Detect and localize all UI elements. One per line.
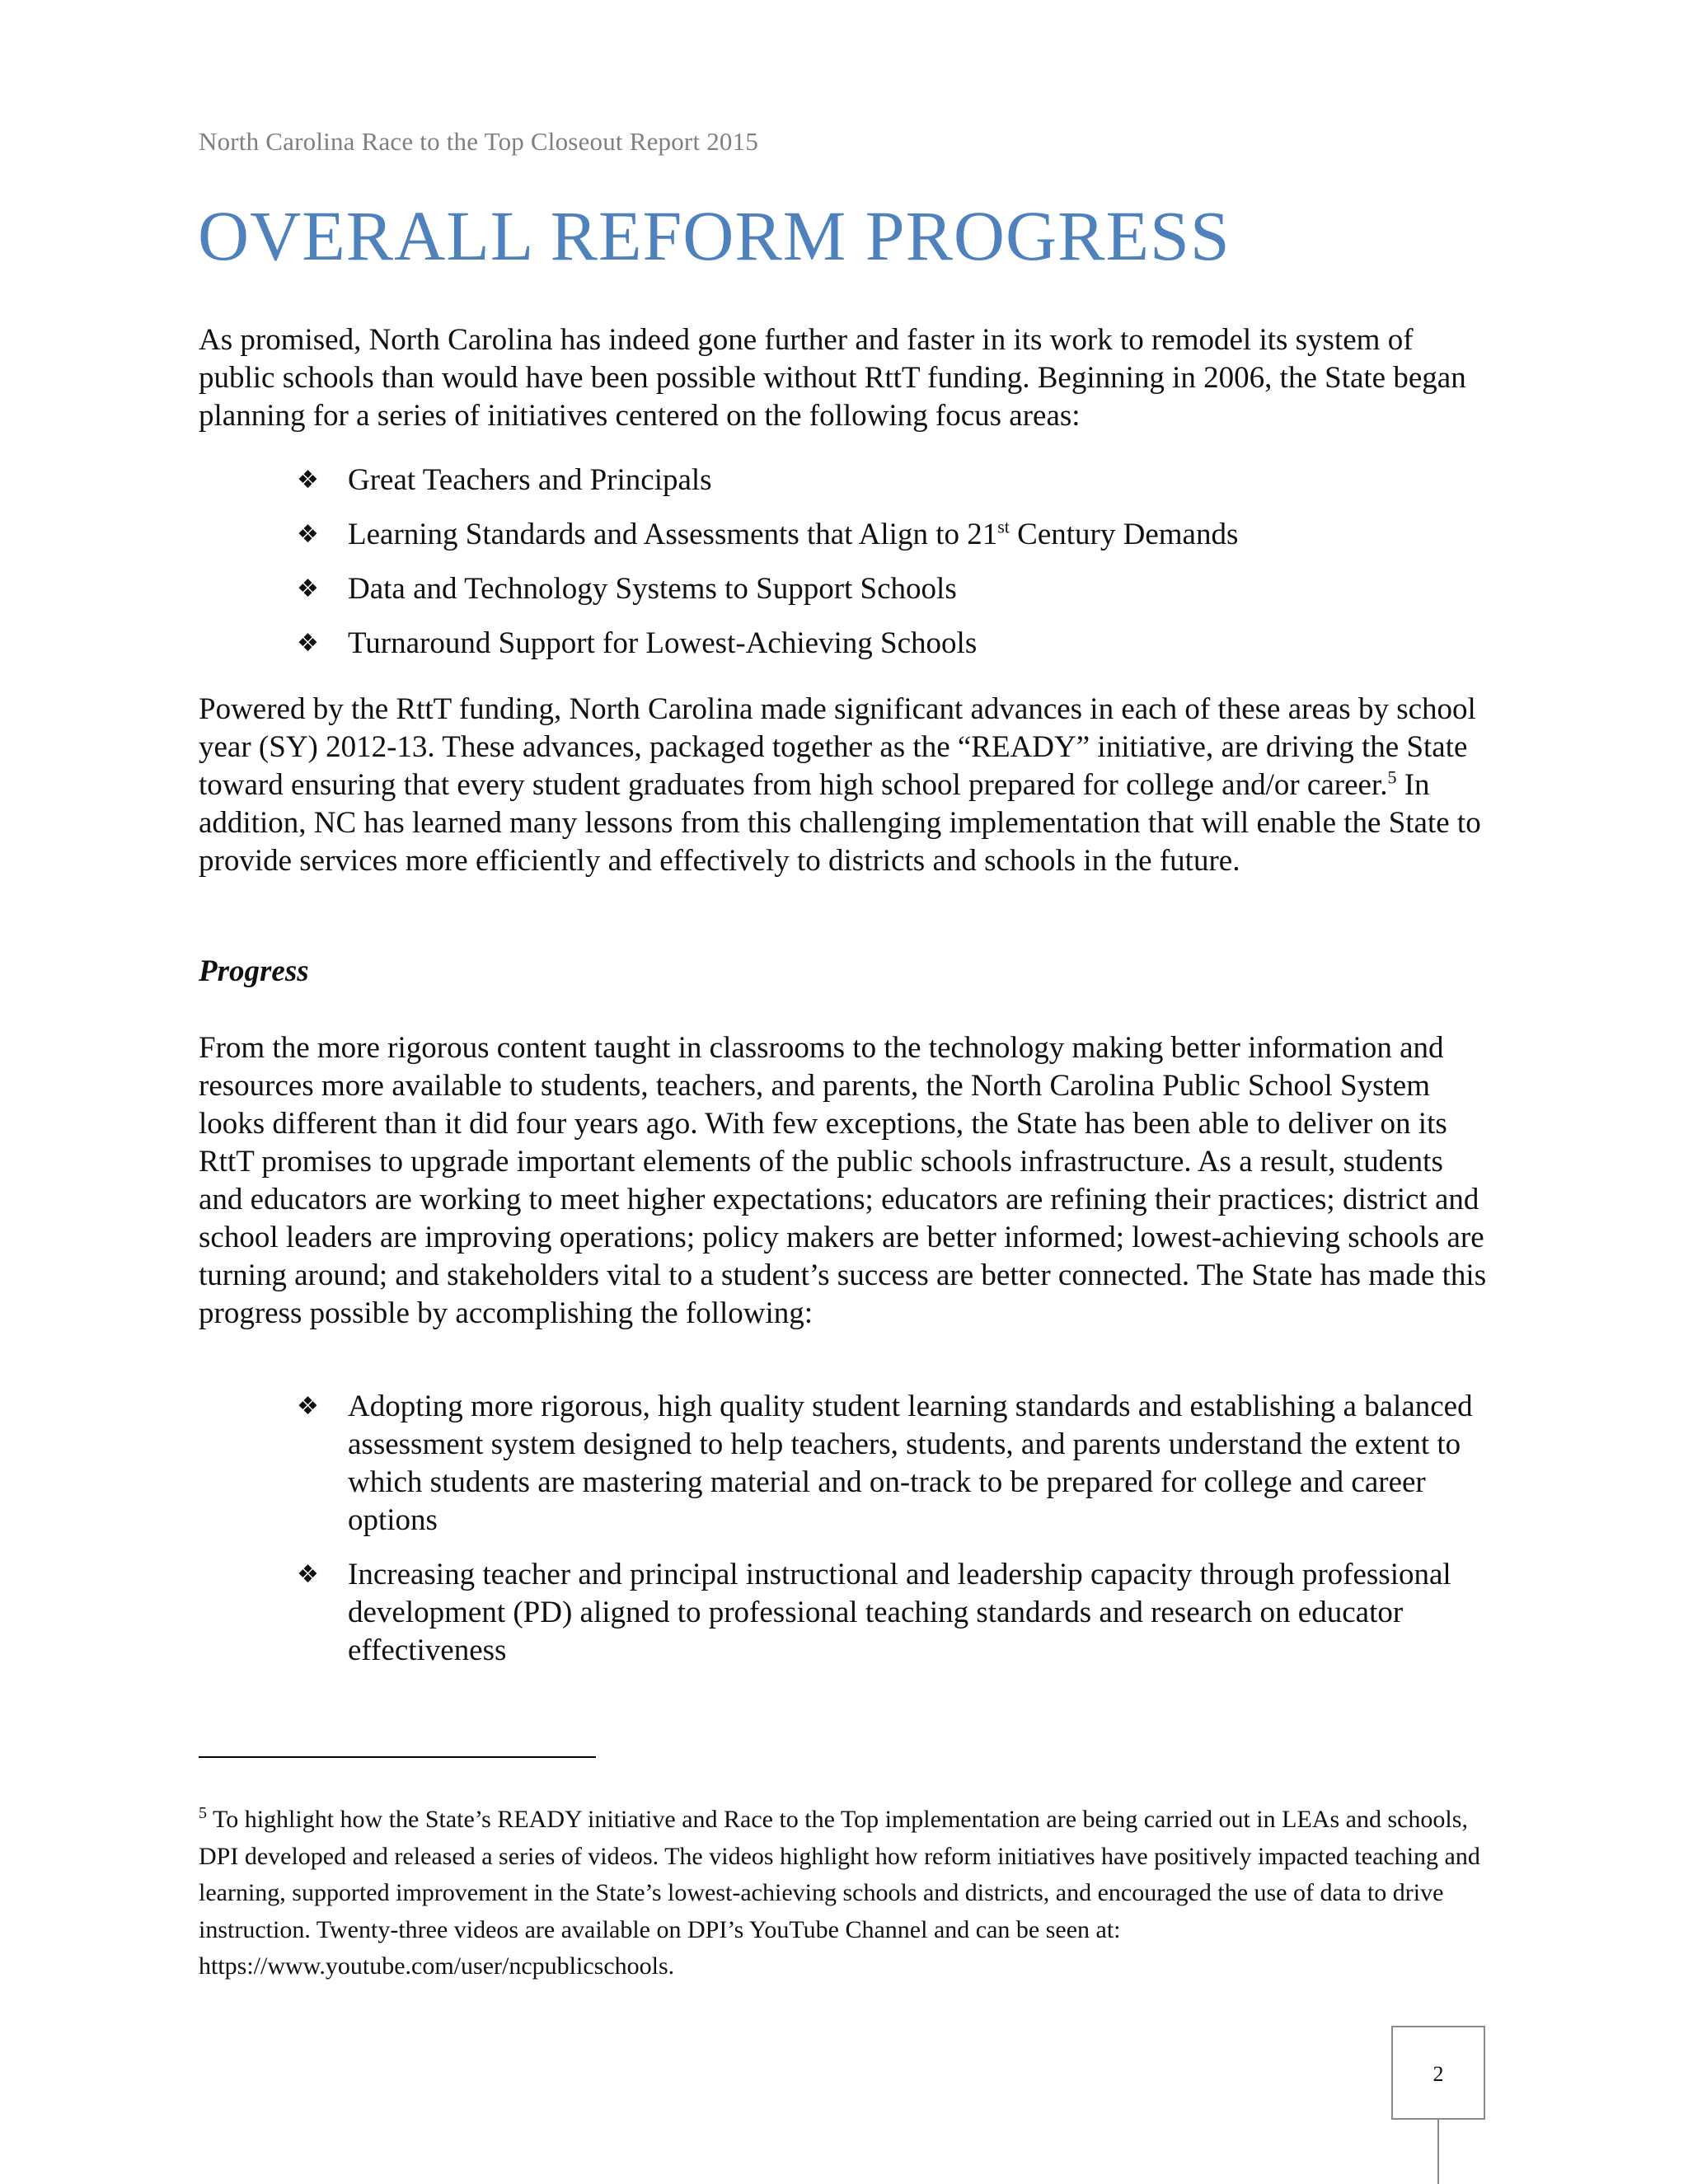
intro-paragraph: As promised, North Carolina has indeed gone further and faster in its work to remodel its system of public schools than would have been possible without RttT funding. Beginning in 2006, the State began planning for a series of initiatives centered on the following focus areas:: [199, 323, 1466, 433]
footnote-separator: [199, 1756, 596, 1758]
focus-areas-list: [297, 462, 1484, 679]
list-item: [297, 625, 1484, 663]
list-item: [297, 570, 1484, 608]
ready-paragraph-text: Powered by the RttT funding, North Carolina made significant advances in each of these areas by school year (SY) 2012-13. These advances, packaged together as the “READY” initiative, are driving the State toward ensuring that every student graduates from high school prepared for college and/or career.: [199, 692, 1476, 802]
page-title: OVERALL REFORM PROGRESS: [198, 196, 1231, 275]
diamond-bullet-icon: ❖: [297, 520, 319, 549]
footnote: [199, 1802, 1493, 1985]
footnote-number: 5: [199, 1804, 207, 1822]
progress-paragraph: From the more rigorous content taught in classrooms to the technology making better information and resources more available to students, teachers, and parents, the North Carolina Public School System looks different than it did four years ago. With few exceptions, the State has been able to deliver on its RttT promises to upgrade important elements of the public schools infrastructure. As a result, students and educators are working to meet higher expectations; educators are refining their practices; district and school leaders are improving operations; policy makers are better informed; lowest-achieving schools are turning around; and stakeholders vital to a student’s success are better connected. The State has made this progress possible by accomplishing the following:: [199, 1031, 1487, 1330]
list-item: [297, 1556, 1484, 1670]
focus-area-text-cont: Century Demands: [1009, 518, 1239, 551]
footnote-reference[interactable]: 5: [1387, 766, 1397, 788]
ready-paragraph-text-cont: In addition, NC has learned many lessons from this challenging implementation that will enable the State to provide services more efficiently and effectively to districts and schools in the future.: [199, 768, 1481, 878]
page-number-connector: [1437, 2120, 1439, 2184]
diamond-bullet-icon: ❖: [297, 574, 319, 603]
list-item: [297, 1388, 1484, 1540]
diamond-bullet-icon: ❖: [297, 466, 319, 494]
accomplishments-list: [297, 1388, 1484, 1686]
ready-paragraph: [199, 691, 1493, 880]
diamond-bullet-icon: ❖: [297, 629, 319, 658]
diamond-bullet-icon: ❖: [297, 1392, 319, 1421]
accomplishment-text: Increasing teacher and principal instructional and leadership capacity through professional development (PD) aligned to professional teaching standards and research on educator effectiveness: [348, 1558, 1451, 1667]
accomplishment-text: Adopting more rigorous, high quality student learning standards and establishing a balanced assessment system designed to help teachers, students, and parents understand the extent to which students are mastering material and on-track to be prepared for college and career options: [348, 1390, 1473, 1537]
list-item: [297, 462, 1484, 499]
diamond-bullet-icon: ❖: [297, 1560, 319, 1589]
focus-area-text: Turnaround Support for Lowest-Achieving Schools: [348, 626, 978, 660]
section-heading-progress: Progress: [199, 954, 309, 988]
ordinal-superscript: st: [997, 516, 1010, 537]
list-item: [297, 516, 1484, 554]
page-number: 2: [1391, 2026, 1485, 2120]
focus-area-text: Learning Standards and Assessments that Align to 21: [348, 518, 998, 551]
focus-area-text: Great Teachers and Principals: [348, 463, 712, 497]
focus-area-text: Data and Technology Systems to Support Schools: [348, 572, 957, 606]
footnote-text: To highlight how the State’s READY initiative and Race to the Top implementation are being carried out in LEAs and schools, DPI developed and released a series of videos. The videos highlight how reform initiatives have positively impacted teaching and learning, supported improvement in the State’s lowest-achieving schools and districts, and encouraged the use of data to drive instruction. Twenty-three videos are available on DPI’s YouTube Channel and can be seen at: https://www.youtube.com/user/ncpublicschools.: [199, 1806, 1480, 1980]
running-header: North Carolina Race to the Top Closeout Report 2015: [199, 127, 759, 156]
